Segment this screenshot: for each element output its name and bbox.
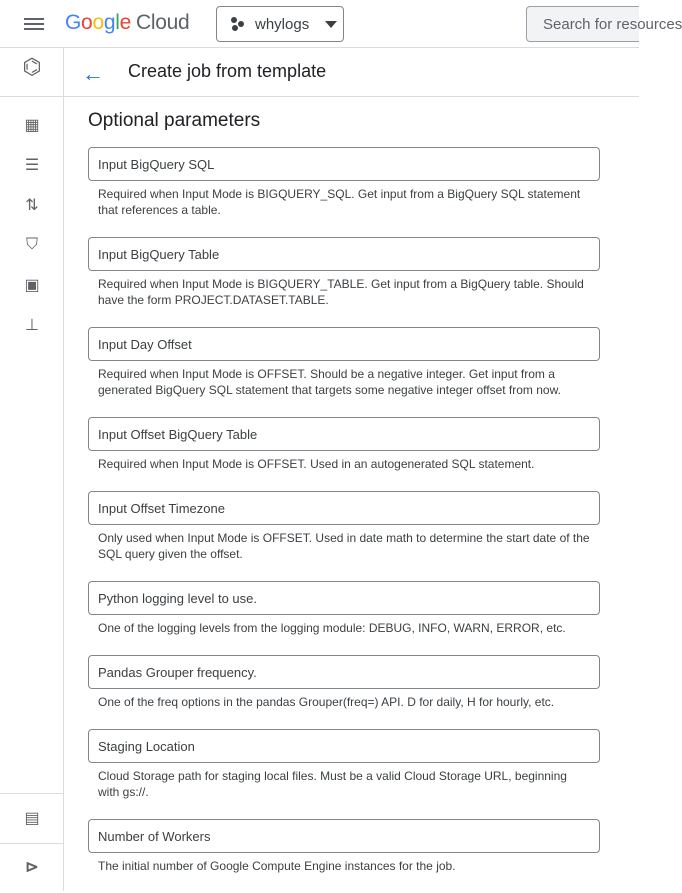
swap-icon[interactable]: ⇅ — [25, 197, 39, 214]
form-field — [88, 655, 600, 710]
google-cloud-logo[interactable]: Google Cloud — [65, 11, 190, 34]
parameter-input[interactable]: Input BigQuery Table — [88, 237, 600, 271]
dataflow-logo-icon[interactable]: ⌬ — [22, 54, 42, 79]
back-arrow-icon[interactable]: ← — [82, 61, 104, 86]
form-field — [88, 327, 600, 398]
helper-text: Cloud Storage path for staging local files. Must be a valid Cloud Storage URL, beginning with gs://. — [98, 769, 567, 799]
project-name: whylogs — [255, 15, 310, 33]
helper-text: Required when Input Mode is OFFSET. Used in an autogenerated SQL statement. — [98, 457, 535, 471]
parameter-input[interactable]: Pandas Grouper frequency. — [88, 655, 600, 689]
search-input[interactable]: Search for resources — [526, 6, 639, 42]
menu-icon[interactable] — [24, 15, 44, 33]
form-field — [88, 147, 600, 218]
logo-cloud-text: Cloud — [135, 11, 190, 34]
form-field — [88, 417, 600, 472]
chevron-down-icon — [325, 21, 337, 28]
parameter-input[interactable]: Input BigQuery SQL — [88, 147, 600, 181]
hierarchy-icon[interactable]: ⊥ — [25, 317, 39, 334]
helper-text: Only used when Input Mode is OFFSET. Used in date math to determine the start date of the SQL query given the offset. — [98, 531, 590, 561]
form-field — [88, 819, 600, 874]
parameter-input[interactable]: Number of Workers — [88, 819, 600, 853]
parameter-input[interactable]: Python logging level to use. — [88, 581, 600, 615]
dashboard-icon[interactable]: ▦ — [24, 117, 40, 134]
helper-text: Required when Input Mode is OFFSET. Should be a negative integer. Get input from a generated BigQuery SQL statement that targets some negative integer offset from now. — [98, 367, 561, 397]
list-icon[interactable]: ☰ — [24, 157, 40, 174]
form-field — [88, 491, 600, 562]
page-title: Create job from template — [128, 61, 327, 81]
helper-text: Required when Input Mode is BIGQUERY_SQL. Get input from a BigQuery SQL statement that references a table. — [98, 187, 581, 217]
form-field — [88, 729, 600, 800]
parameter-input[interactable]: Input Offset BigQuery Table — [88, 417, 600, 451]
sidebar — [0, 48, 64, 891]
pipeline-icon[interactable]: ⛉ — [25, 236, 38, 253]
optional-parameters-form — [88, 110, 600, 893]
helper-text: Required when Input Mode is BIGQUERY_TABLE. Get input from a BigQuery table. Should have the form PROJECT.DATASET.TABLE. — [98, 277, 584, 307]
parameter-input[interactable]: Staging Location — [88, 729, 600, 763]
form-field — [88, 237, 600, 308]
page-header — [64, 48, 639, 97]
top-bar — [0, 0, 682, 48]
release-notes-icon[interactable]: ▤ — [24, 810, 40, 827]
parameter-input[interactable]: Input Offset Timezone — [88, 491, 600, 525]
project-selector[interactable] — [216, 6, 344, 42]
expand-icon[interactable]: ⊳ — [25, 859, 39, 876]
helper-text: One of the logging levels from the logging module: DEBUG, INFO, WARN, ERROR, etc. — [98, 621, 566, 635]
snapshot-icon[interactable]: ▣ — [24, 277, 40, 294]
project-icon — [231, 17, 245, 31]
helper-text: One of the freq options in the pandas Grouper(freq=) API. D for daily, H for hourly, etc. — [98, 695, 555, 709]
section-title: Optional parameters — [88, 110, 261, 131]
helper-text: The initial number of Google Compute Engine instances for the job. — [98, 859, 456, 873]
parameter-input[interactable]: Input Day Offset — [88, 327, 600, 361]
form-field — [88, 581, 600, 636]
